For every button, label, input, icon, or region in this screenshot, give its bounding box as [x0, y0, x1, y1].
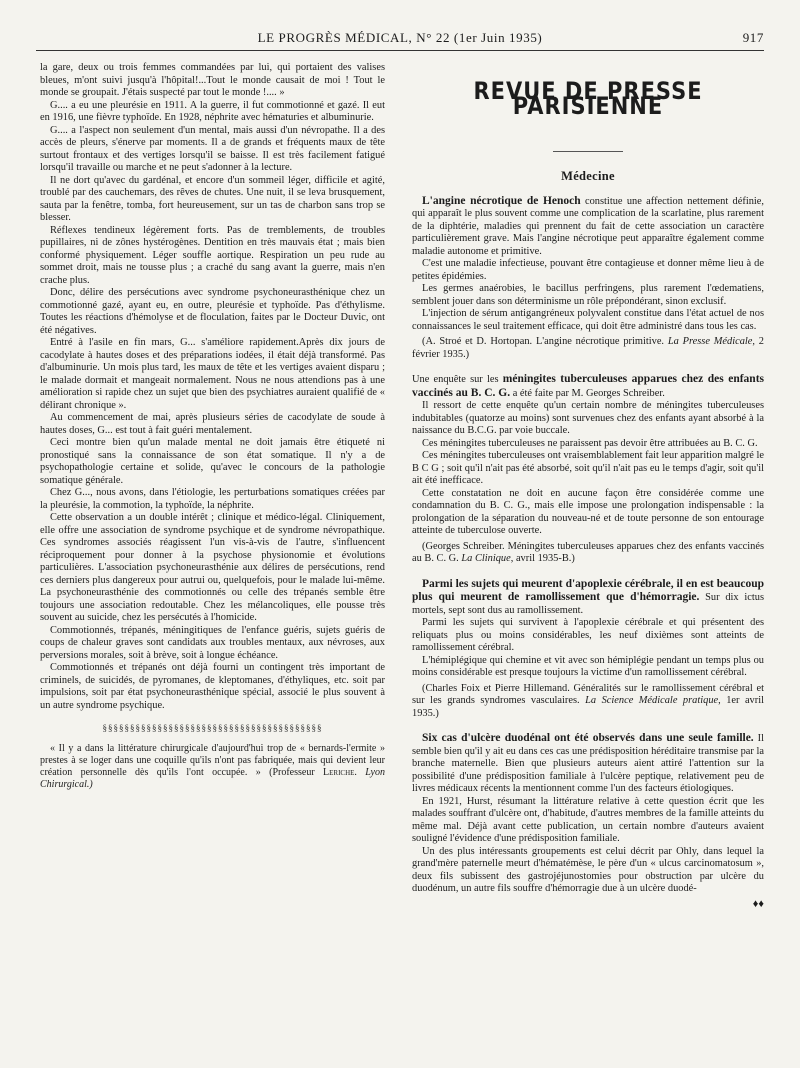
paragraph: Il ne dort qu'avec du gardénal, et encore d'un sommeil léger, difficile et agité, troublé par des cauchemars, des rêves de chutes. Une nuit, il se leva brusquement, sauta par la fenêtre, tomba, fort heureusement, sur un tas de charbon sans trop se blesser.	[40, 174, 385, 223]
quote-text: « Il y a dans la littérature chirurgicale d'aujourd'hui trop de « bernards-l'ermite » prestes à se loger dans une coquille qu'ils n'ont pas fabriquée, mais qui devient leur création personnelle dès qu'ils l'ont occupée. »	[40, 742, 385, 778]
article-apoplexie: Parmi les sujets qui meurent d'apoplexie cérébrale, il en est beaucoup plus qui meurent de ramollissement que d'hémorragie. Sur dix ictus mortels, sept sont dus au ramollissement. Parmi les sujets qui survivent à l'apoplexie cérébrale et qui présentent des reliquats plus ou moins considérables, les neuf dixièmes sont atteints de ramollissement cérébral. L'hémiplégique qui chemine et vit avec son hémiplégie pendant un temps plus ou moins considérable est presque toujours la victime d'un ramollissement cérébral. (Charles Foix et Pierre Hillemand. Généralités sur le ramollissement cérébral et sur les grands syndromes vasculaires. La Science Médicale pratique, 1er avril 1935.)	[412, 577, 764, 719]
paragraph: Ceci montre bien qu'un malade mental ne doit jamais être étiqueté ni pronostiqué sans la connaissance de son état somatique. Il n'y a de psychopathologie certaine et solide, qu'avec le concours de la pathologie somatique générale.	[40, 437, 385, 486]
paragraph: Chez G..., nous avons, dans l'étiologie, les perturbations somatiques créées par la pleurésie, la commotion, la typhoïde, la néphrite.	[40, 487, 385, 511]
article-lead: Six cas d'ulcère duodénal ont été observés dans une seule famille.	[422, 732, 754, 744]
article-reference: (A. Stroé et D. Hortopan. L'angine nécrotique primitive. La Presse Médicale, 2 février 1935.)	[412, 336, 764, 360]
article-lead: méningites tuberculeuses apparues chez des enfants vaccinés au B. C. G.	[412, 373, 764, 399]
running-header	[36, 28, 764, 51]
paragraph: Commotionnés et trépanés ont déjà fourni un contingent très important de criminels, de suicidés, de pyromanes, de kleptomanes, d'éthyliques, etc. soit par impulsions, soit par état psychoneurasthénique spécial, associé le plus souvent à un autre syndrome psychique.	[40, 662, 385, 711]
paragraph: Au commencement de mai, après plusieurs séries de cacodylate de soude à hautes doses, G... est tout à fait guéri mentalement.	[40, 412, 385, 436]
paragraph: Cette observation a un double intérêt ; clinique et médico-légal. Cliniquement, elle offre une association de syndrome psychique et de syndrome névropathique. Ces syndromes associés réagissent l'un vis-à-vis de l'autre, s'influencent réciproquement pour donner à la psychose physionomie et évolutions particulières. L'association psychoneurasthénie aux délires de persécutions, rend ces derniers plus dangereux pour autrui ou, quelquefois, pour le malade lui-même. La psychoneurasthénie des commotionnés ou celle des trépanés semble être toujours une association redoutable. Chez les mélancoliques, elle pousse très souvent au suicide, chez les persécutés à l'homicide.	[40, 512, 385, 623]
epigraph-quote: « Il y a dans la littérature chirurgicale d'aujourd'hui trop de « bernards-l'ermite » prestes à se loger dans une coquille qu'ils n'ont pas fabriquée, mais qui devient leur création personnelle dès qu'ils l'ont occupée. » (Professeur Leriche. Lyon Chirurgical.)	[40, 742, 385, 791]
article-reference: (Georges Schreiber. Méningites tuberculeuses apparues chez des enfants vaccinés au B. C. G. La Clinique, avril 1935-B.)	[412, 540, 764, 564]
revue-title: REVUE DE PRESSE PARISIENNE	[473, 77, 703, 120]
paragraph: la gare, deux ou trois femmes commandées par lui, qui portaient des valises bleues, m'ont suivi jusqu'à l'hôpital!...Tout le monde causait de moi ! Tout le monde se groupait. J'étais suspecté par tout le monde !.... »	[40, 62, 385, 98]
right-column	[412, 62, 764, 1058]
paragraph: Commotionnés, trépanés, méningitiques de l'enfance guéris, sujets guéris de coups de chaleur graves sont candidats aux troubles mentaux, aux névroses, aux perversions morales, soit à brève, soit à longue échéance.	[40, 624, 385, 661]
paragraph: G.... a l'aspect non seulement d'un mental, mais aussi d'un névropathe. Il a des accès de pleurs, s'énerve par moments. Il a de grands et fréquents maux de tête surtout frontaux et des vertiges lorsqu'il se baisse. Il est très facilement fatigué lorsqu'il travaille ou marche et ne peut s'adonner à la lecture.	[40, 124, 385, 173]
page-number: 917	[742, 30, 764, 45]
ornament-divider: §§§§§§§§§§§§§§§§§§§§§§§§§§§§§§§§§§§§§§§§	[102, 723, 323, 733]
article-meningites: Une enquête sur les méningites tuberculeuses apparues chez des enfants vaccinés au B. C. G. a été faite par M. Georges Schreiber. Il ressort de cette enquête qu'un certain nombre de méningites tuberculeuses indubitables (quatorze au moins) sont survenues chez des enfants ayant absorbé à la naissance du B.C.G. par voie buccale. Ces méningites tuberculeuses ne paraissent pas devoir être attribuées au B. C. G. Ces méningites tuberculeuses ont vraisemblablement fait leur apparition malgré le B C G ; soit qu'il n'ait pas été absorbé, soit qu'il n'ait pas eu le temps d'agir, soit qu'il ait été inefficace. Cette constatation ne doit en aucune façon être considérée comme une condamnation du B. C. G., mais elle impose une prolongation indispensable : la prolongation de la séparation du nouveau-né et de toute personne de son entourage atteinte de tuberculose ouverte. (Georges Schreiber. Méningites tuberculeuses apparues chez des enfants vaccinés au B. C. G. La Clinique, avril 1935-B.)	[412, 373, 764, 564]
quote-author: Leriche	[323, 766, 355, 778]
journal-title: LE PROGRÈS MÉDICAL, N° 22 (1er Juin 1935)	[257, 30, 543, 45]
article-angine: L'angine nécrotique de Henoch constitue une affection nettement définie, qui apparaît le plus souvent comme une complication de la scarlatine, plus rarement de la diphtérie, maladies qui prennent du fait de cette association un caractère particulièrement grave. Mais l'angine nécrotique peut apparaître également comme maladie autonome et primitive. C'est une maladie infectieuse, pouvant être contagieuse et donner même lieu à de petites épidémies. Les germes anaérobies, le bacillus perfringens, plus rarement l'œdematiens, semblent jouer dans son déterminisme un rôle prépondérant, sinon exclusif. L'injection de sérum antigangréneux polyvalent constitue dans l'état actuel de nos connaissances le seul traitement efficace, qui doit être administré dans tous les cas. (A. Stroé et D. Hortopan. L'angine nécrotique primitive. La Presse Médicale, 2 février 1935.)	[412, 194, 764, 360]
paragraph: Donc, délire des persécutions avec syndrome psychoneurasthénique chez un commotionné gazé, ayant eu, en outre, pleurésie et typhoïde. Pas d'éthylisme. Toutes les réactions d'hémolyse et de floculation, faites par le Docteur Duvic, ont été négatives.	[40, 287, 385, 336]
article-ulcere: Six cas d'ulcère duodénal ont été observés dans une seule famille. Il semble bien qu'il y ait eu dans ces cas une prédisposition héréditaire transmise par la branche maternelle. Bien que plusieurs auteurs aient attiré l'attention sur la possibilité d'une prédisposition familiale à l'ulcère peptique, relativement peu de livres médicaux récents la mentionnent comme l'un des facteurs étiologiques. En 1921, Hurst, résumant la littérature relative à cette question écrit que les malades souffrant d'ulcère ont, d'habitude, d'autres membres de la famille atteints du même mal. Déjà avant cette publication, un certain nombre d'auteurs avaient souligné l'évidence d'une prédisposition familiale. Un des plus intéressants groupements est celui décrit par Ohly, dans lequel la grand'mère paternelle meurt d'hématémèse, le père d'un « ulcus carcinomatosum », deux fils subissent des gastrojéjunostomies pour obstruction par ulcère du duodénum, un autre fils souffre d'hémorragie due à un ulcère duodé-	[412, 732, 764, 894]
divider	[553, 151, 623, 152]
paragraph: Entré à l'asile en fin mars, G... s'améliore rapidement.Après dix jours de cacodylate à hautes doses et des préparations iodées, il était déjà transformé. Pas d'albuminurie. Un mois plus tard, les maux de tête et les vertiges avaient disparu ; le malade dormait et mangeait normalement. Nous ne nous attendions pas à une amélioration si rapide chez un sujet que bien des psychiatres auraient qualifié de « délirant chronique ».	[40, 337, 385, 411]
paragraph: G.... a eu une pleurésie en 1911. A la guerre, il fut commotionné et gazé. Il eut en 1916, une fièvre typhoïde. En 1928, néphrite avec hématuries et albuminurie.	[40, 99, 385, 123]
paragraph: Réflexes tendineux légèrement forts. Pas de tremblements, de troubles pupillaires, ni de zônes hystérogènes. Dentition en très mauvais état ; mais bien conformé physiquement. Léger souffle aortique. Respiration un peu rude au sommet droit, mais ne tousse plus ; a craché du sang avant la guerre, mais n'en crache plus.	[40, 224, 385, 286]
section-heading: Médecine	[561, 169, 615, 183]
article-lead: L'angine nécrotique de Henoch	[422, 194, 581, 207]
continuation-mark: ♦♦	[752, 897, 764, 910]
left-column	[40, 62, 385, 1058]
quote-source: Lyon Chirurgical.)	[40, 766, 385, 791]
article-reference: (Charles Foix et Pierre Hillemand. Généralités sur le ramollissement cérébral et sur les grands syndromes vasculaires. La Science Médicale pratique, 1er avril 1935.)	[412, 682, 764, 719]
article-lead: Parmi les sujets qui meurent d'apoplexie cérébrale, il en est beaucoup plus qui meurent de ramollissement que d'hémorragie.	[412, 577, 764, 603]
